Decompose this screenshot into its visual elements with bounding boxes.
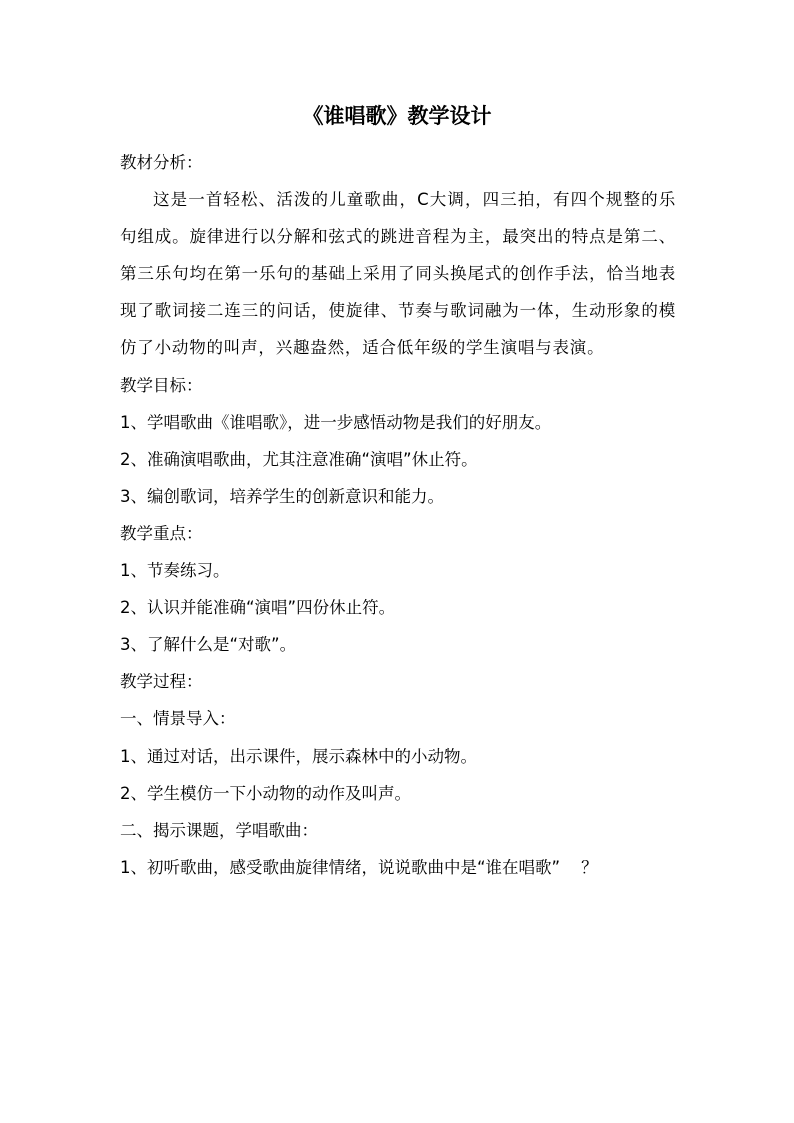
document-body <box>120 144 676 886</box>
step-item: 2、学生模仿一下小动物的动作及叫声。 <box>120 783 411 803</box>
section-heading-goals: 教学目标： <box>120 375 203 395</box>
focus-item: 2、认识并能准确“演唱”四份休止符。 <box>120 598 396 618</box>
step-item: 1、通过对话，出示课件，展示森林中的小动物。 <box>120 746 477 766</box>
section-heading-analysis: 教材分析： <box>120 153 203 172</box>
analysis-paragraph: 这是一首轻松、活泼的儿童歌曲，C大调，四三拍，有四个规整的乐句组成。旋律进行以分解和弦式的跳进音程为主，最突出的特点是第二、第三乐句均在第一乐句的基础上采用了同头换尾式的创作手法，恰当地表现了歌词接二连三的问话，使旋律、节奏与歌词融为一体，生动形象的模仿了小动物的叫声，兴趣盎然，适合低年级的学生演唱与表演。 <box>120 190 676 358</box>
section-heading-focus: 教学重点： <box>120 523 203 543</box>
section-heading-process: 教学过程： <box>120 672 203 692</box>
goal-item: 1、学唱歌曲《谁唱歌》，进一步感悟动物是我们的好朋友。 <box>120 412 552 432</box>
goal-item: 3、编创歌词，培养学生的创新意识和能力。 <box>120 486 444 506</box>
focus-item: 1、节奏练习。 <box>120 561 230 581</box>
step-heading: 二、揭示课题，学唱歌曲： <box>120 820 318 840</box>
document-title: 《谁唱歌》教学设计 <box>302 104 492 128</box>
step-heading: 一、情景导入： <box>120 709 236 729</box>
goal-item: 2、准确演唱歌曲，尤其注意准确“演唱”休止符。 <box>120 449 478 469</box>
step-item: 1、初听歌曲，感受歌曲旋律情绪，说说歌曲中是“谁在唱歌” ？ <box>120 857 598 877</box>
focus-item: 3、了解什么是“对歌”。 <box>120 635 297 655</box>
